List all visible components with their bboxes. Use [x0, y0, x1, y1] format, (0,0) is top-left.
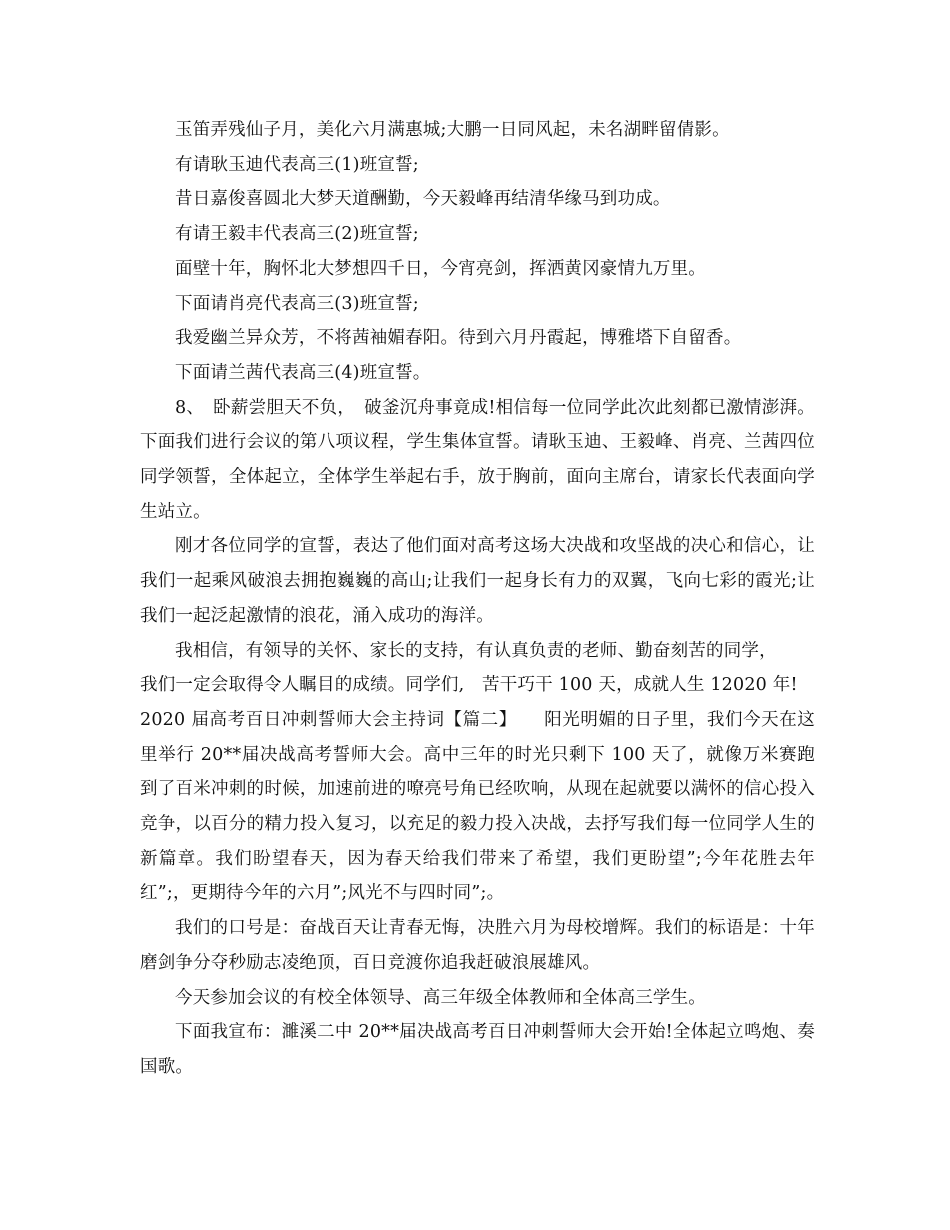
paragraph-invite-class-1: 有请耿玉迪代表高三(1)班宣誓;: [175, 154, 419, 175]
paragraph-invite-class-3: 下面请肖亮代表高三(3)班宣誓;: [175, 293, 419, 314]
paragraph-part-two: 2020 届高考百日冲刺誓师大会主持词【篇二】 阳光明媚的日子里，我们今天在这里举行 20**届决战高考誓师大会。高中三年的时光只剩下 100 天了，就像万米赛跑到了百米冲刺的时候，加速前进的嘹亮号角已经吹响，从现在起就要以满怀的信心投入竞争，以百分的精力投入复习，以充足的毅力投入决战，去抒写我们每一位同学人生的新篇章。我们盼望春天，因为春天给我们带来了希望，我们更盼望”;今年花胜去年红”;，更期待今年的六月”;风光不与四时同”;。: [140, 709, 815, 904]
document-body: [140, 113, 815, 1085]
paragraph-poem-2: 昔日嘉俊喜圆北大梦天道酬勤，今天毅峰再结清华缘马到功成。: [175, 189, 671, 210]
paragraph-invite-class-2: 有请王毅丰代表高三(2)班宣誓;: [175, 224, 419, 245]
paragraph-slogan: 我们的口号是：奋战百天让青春无悔，决胜六月为母校增辉。我们的标语是：十年磨剑争分夺秒励志凌绝顶，百日竞渡你追我赶破浪展雄风。: [140, 918, 815, 973]
paragraph-poem-3: 面壁十年，胸怀北大梦想四千日，今宵亮剑，挥洒黄冈豪情九万里。: [175, 258, 706, 279]
paragraph-achievement: 我们一定会取得令人瞩目的成绩。同学们, 苦干巧干 100 天，成就人生 12020 年!: [140, 675, 798, 696]
paragraph-item-8: 8、 卧薪尝胆天不负， 破釜沉舟事竟成!相信每一位同学此次此刻都已激情澎湃。下面我们进行会议的第八项议程，学生集体宣誓。请耿玉迪、王毅峰、肖亮、兰茜四位同学领誓，全体起立，全体学生举起右手，放于胸前，面向主席台，请家长代表面向学生站立。: [140, 397, 815, 522]
paragraph-belief: 我相信，有领导的关怀、家长的支持，有认真负责的老师、勤奋刻苦的同学，: [175, 640, 777, 661]
paragraph-attendees: 今天参加会议的有校全体领导、高三年级全体教师和全体高三学生。: [175, 987, 706, 1008]
paragraph-poem-4: 我爱幽兰异众芳，不将茜袖媚春阳。待到六月丹霞起，博雅塔下自留香。: [175, 328, 742, 349]
paragraph-poem-1: 玉笛弄残仙子月，美化六月满惠城;大鹏一日同风起，未名湖畔留倩影。: [175, 120, 730, 140]
paragraph-invite-class-4: 下面请兰茜代表高三(4)班宣誓。: [175, 362, 431, 383]
paragraph-announcement: 下面我宣布：濉溪二中 20**届决战高考百日冲刺誓师大会开始!全体起立鸣炮、奏国歌。: [140, 1022, 815, 1077]
paragraph-oath-summary: 刚才各位同学的宣誓，表达了他们面对高考这场大决战和攻坚战的决心和信心，让我们一起乘风破浪去拥抱巍巍的高山;让我们一起身长有力的双翼，飞向七彩的霞光;让我们一起泛起激情的浪花，涌入成功的海洋。: [140, 536, 815, 626]
